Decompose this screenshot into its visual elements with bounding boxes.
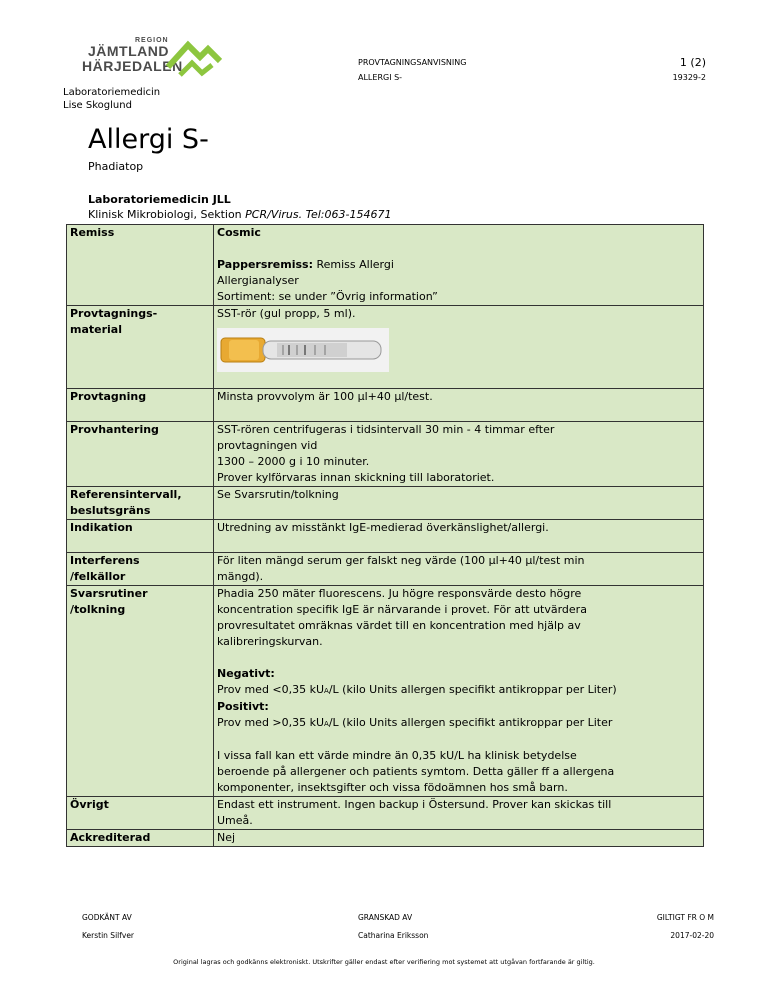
approved-label: GODKÄNT AV — [82, 913, 132, 922]
doc-type: PROVTAGNINGSANVISNING — [358, 58, 467, 67]
negative-label: Negativt: — [217, 667, 275, 680]
remiss-line2: Allergianalyser — [217, 274, 299, 287]
row-provtagning — [67, 389, 704, 422]
row-indikation — [67, 520, 704, 553]
row-interferens — [67, 553, 704, 586]
indikation-value: Utredning av misstänkt IgE-medierad överkänslighet/allergi. — [214, 520, 704, 553]
indikation-label: Indikation — [67, 520, 214, 553]
reviewed-label: GRANSKAD AV — [358, 913, 413, 922]
logo-region-text: REGION — [135, 37, 169, 44]
interferens-label: Interferens /felkällor — [67, 553, 214, 586]
material-text: SST-rör (gul propp, 5 ml). — [217, 307, 356, 320]
referens-label: Referensintervall, beslutsgräns — [67, 487, 214, 520]
row-svarsrutiner — [67, 586, 704, 797]
referens-value: Se Svarsrutin/tolkning — [214, 487, 704, 520]
page-number: 1 (2) — [679, 56, 706, 69]
row-material — [67, 306, 704, 389]
provhantering-label: Provhantering — [67, 422, 214, 487]
negative-value: Prov med <0,35 kUA/L (kilo Units allergen specifikt antikroppar per Liter) — [217, 683, 617, 696]
doc-id: 19329-2 — [672, 73, 706, 82]
mountain-logo-icon — [166, 37, 222, 81]
valid-from: 2017-02-20 — [670, 931, 714, 940]
logo-line1: JÄMTLAND — [88, 43, 169, 59]
ackrediterad-label: Ackrediterad — [67, 830, 214, 847]
interferens-value: För liten mängd serum ger falskt neg värde (100 µl+40 µl/test min mängd). — [214, 553, 704, 586]
ackrediterad-value: Nej — [214, 830, 704, 847]
remiss-paper: Pappersremiss: Remiss Allergi — [217, 258, 394, 271]
info-table — [66, 224, 704, 847]
ovrigt-value: Endast ett instrument. Ingen backup i Östersund. Prover kan skickas till Umeå. — [214, 797, 704, 830]
lab-section-prefix: Klinisk Mikrobiologi, Sektion — [88, 208, 246, 221]
lab-section-phone: PCR/Virus. Tel:063-154671 — [245, 208, 392, 221]
approved-by: Kerstin Silfver — [82, 931, 135, 940]
author-block — [63, 86, 160, 112]
positive-value: Prov med >0,35 kUA/L (kilo Units allergen specifikt antikroppar per Liter — [217, 716, 613, 729]
lab-name: Laboratoriemedicin JLL — [88, 193, 231, 206]
sst-tube-image — [217, 328, 389, 372]
remiss-label: Remiss — [67, 225, 214, 306]
positive-label: Positivt: — [217, 700, 269, 713]
logo-line2: HÄRJEDALEN — [82, 58, 183, 74]
remiss-line3: Sortiment: se under ”Övrig information” — [217, 290, 438, 303]
page-title: Allergi S- — [88, 124, 209, 155]
author: Lise Skoglund — [63, 100, 132, 111]
provtagning-label: Provtagning — [67, 389, 214, 422]
doc-name: ALLERGI S- — [358, 73, 403, 82]
remiss-value — [214, 225, 704, 306]
lab-section — [88, 208, 391, 221]
remiss-cosmic: Cosmic — [217, 226, 261, 239]
ovrigt-label: Övrigt — [67, 797, 214, 830]
reviewed-by: Catharina Eriksson — [358, 931, 429, 940]
footer-note: Original lagras och godkänns elektroniskt. Utskrifter gäller endast efter verifiering mot systemet att utgåvan fortfarande är giltig. — [173, 958, 595, 966]
row-ovrigt — [67, 797, 704, 830]
svarsrutiner-value: Phadia 250 mäter fluorescens. Ju högre responsvärde desto högre koncentration specifik IgE är närvarande i provet. För att utvärdera provresultatet omräknas värdet till en koncentration med hjälp av kalibreringskurvan. Negativt: Prov med <0,35 kUA/L (kilo Units allergen specifikt antikroppar per Liter) Positivt: Prov med >0,35 kUA/L (kilo Units allergen specifikt antikroppar per Liter I vissa fall kan ett värde mindre än 0,35 kU/L ha klinisk betydelse beroende på allergener och patients symtom. Detta gäller ff a allergena komponenter, insektsgifter och vissa födoämnen hos små barn. — [214, 586, 704, 797]
row-provhantering — [67, 422, 704, 487]
provhantering-value: SST-rören centrifugeras i tidsintervall 30 min - 4 timmar efter provtagningen vid 1300 – 2000 g i 10 minuter. Prover kylförvaras innan skickning till laboratoriet. — [214, 422, 704, 487]
valid-label: GILTIGT FR O M — [656, 913, 714, 922]
material-value — [214, 306, 704, 389]
department: Laboratoriemedicin — [63, 87, 161, 98]
page-subtitle: Phadiatop — [88, 160, 144, 173]
row-referens — [67, 487, 704, 520]
region-logo — [82, 37, 222, 85]
row-ackrediterad — [67, 830, 704, 847]
material-label: Provtagnings- material — [67, 306, 214, 389]
svarsrutiner-label: Svarsrutiner /tolkning — [67, 586, 214, 797]
row-remiss — [67, 225, 704, 306]
provtagning-value: Minsta provvolym är 100 µl+40 µl/test. — [214, 389, 704, 422]
